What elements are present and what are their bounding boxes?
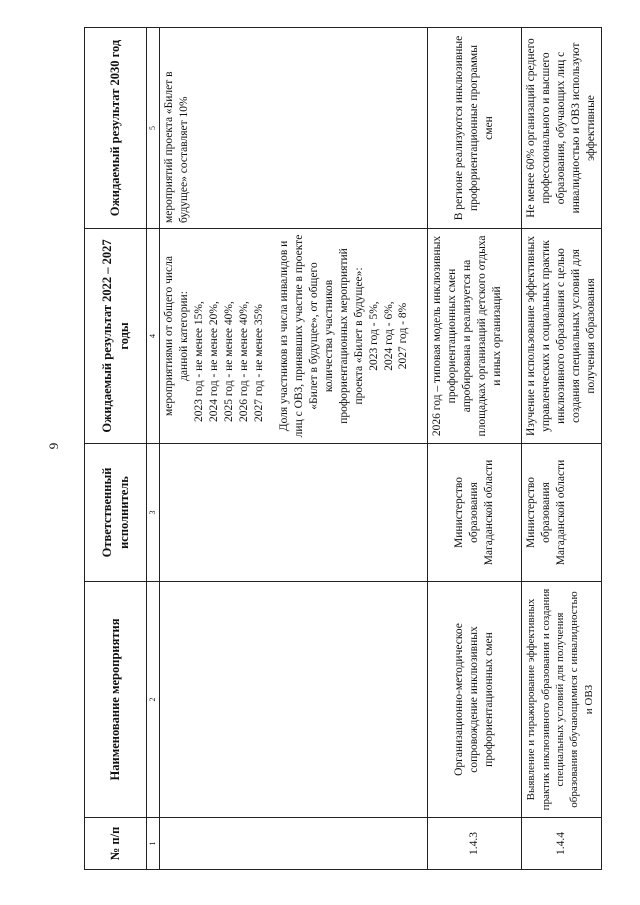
rotated-page — [84, 28, 616, 870]
col-num: 5 — [147, 28, 160, 229]
responsible-executor: Министерство образования Магаданской области — [522, 444, 602, 582]
col-num: 4 — [147, 229, 160, 444]
result-2022-2027-cell: мероприятиями от общего числа данной категории: 2023 год - не менее 15%, 2024 год - не менее 20%, 2025 год - не менее 40%, 2026 год - не менее 40%, 2027 год - не менее 35% Доля участников из числа инвалидов и лиц с ОВЗ, принявших участие в проекте «Билет в будущее», от общего количества участников профориентационных мероприятий проекта «Билет в будущее»: 2023 год - 5%, 2024 год - 6%, 2027 год - 8% — [160, 229, 428, 444]
table-row — [428, 28, 522, 870]
result-2022-2027: Изучение и использование эффективных управленческих и социальных практик инклюзивного образования с целью создания специальных условий для получения образования — [522, 229, 602, 444]
header-exec: Ответственный исполнитель — [85, 444, 147, 582]
row-number: 1.4.3 — [428, 818, 522, 870]
result-2030: Не менее 60% организаций среднего профессионального и высшего образования, обучающих лиц с инвалидностью и ОВЗ используют эффективные — [522, 28, 602, 229]
col-num: 3 — [147, 444, 160, 582]
header-num: № п/п — [85, 818, 147, 870]
measure-name: Организационно-методическое сопровождение инклюзивных профориентационных смен — [428, 582, 522, 818]
col-num: 2 — [147, 582, 160, 818]
header-result-2022-2027: Ожидаемый результат 2022 – 2027 годы — [85, 229, 147, 444]
table-row — [522, 28, 602, 870]
measures-table — [84, 27, 602, 870]
result-2030: В регионе реализуются инклюзивные профориентационные программы смен — [428, 28, 522, 229]
col-num: 1 — [147, 818, 160, 870]
column-number-row — [147, 28, 160, 870]
header-name: Наименование мероприятия — [85, 582, 147, 818]
row-number: 1.4.4 — [522, 818, 602, 870]
measure-name: Выявление и тиражирование эффективных практик инклюзивного образования и создания специальных условий для получения образования обучающимися с инвалидностью и ОВЗ — [522, 582, 602, 818]
table-row-continuation — [160, 28, 428, 870]
result-2030-cell: мероприятий проекта «Билет в будущее» составляет 10% — [160, 28, 428, 229]
page-number: 9 — [46, 442, 61, 450]
header-row — [85, 28, 147, 870]
header-result-2030: Ожидаемый результат 2030 год — [85, 28, 147, 229]
responsible-executor: Министерство образования Магаданской области — [428, 444, 522, 582]
result-2022-2027: 2026 год – типовая модель инклюзивных профориентационных смен апробирована и реализуется на площадках организаций детского отдыха и иных организаций — [428, 229, 522, 444]
